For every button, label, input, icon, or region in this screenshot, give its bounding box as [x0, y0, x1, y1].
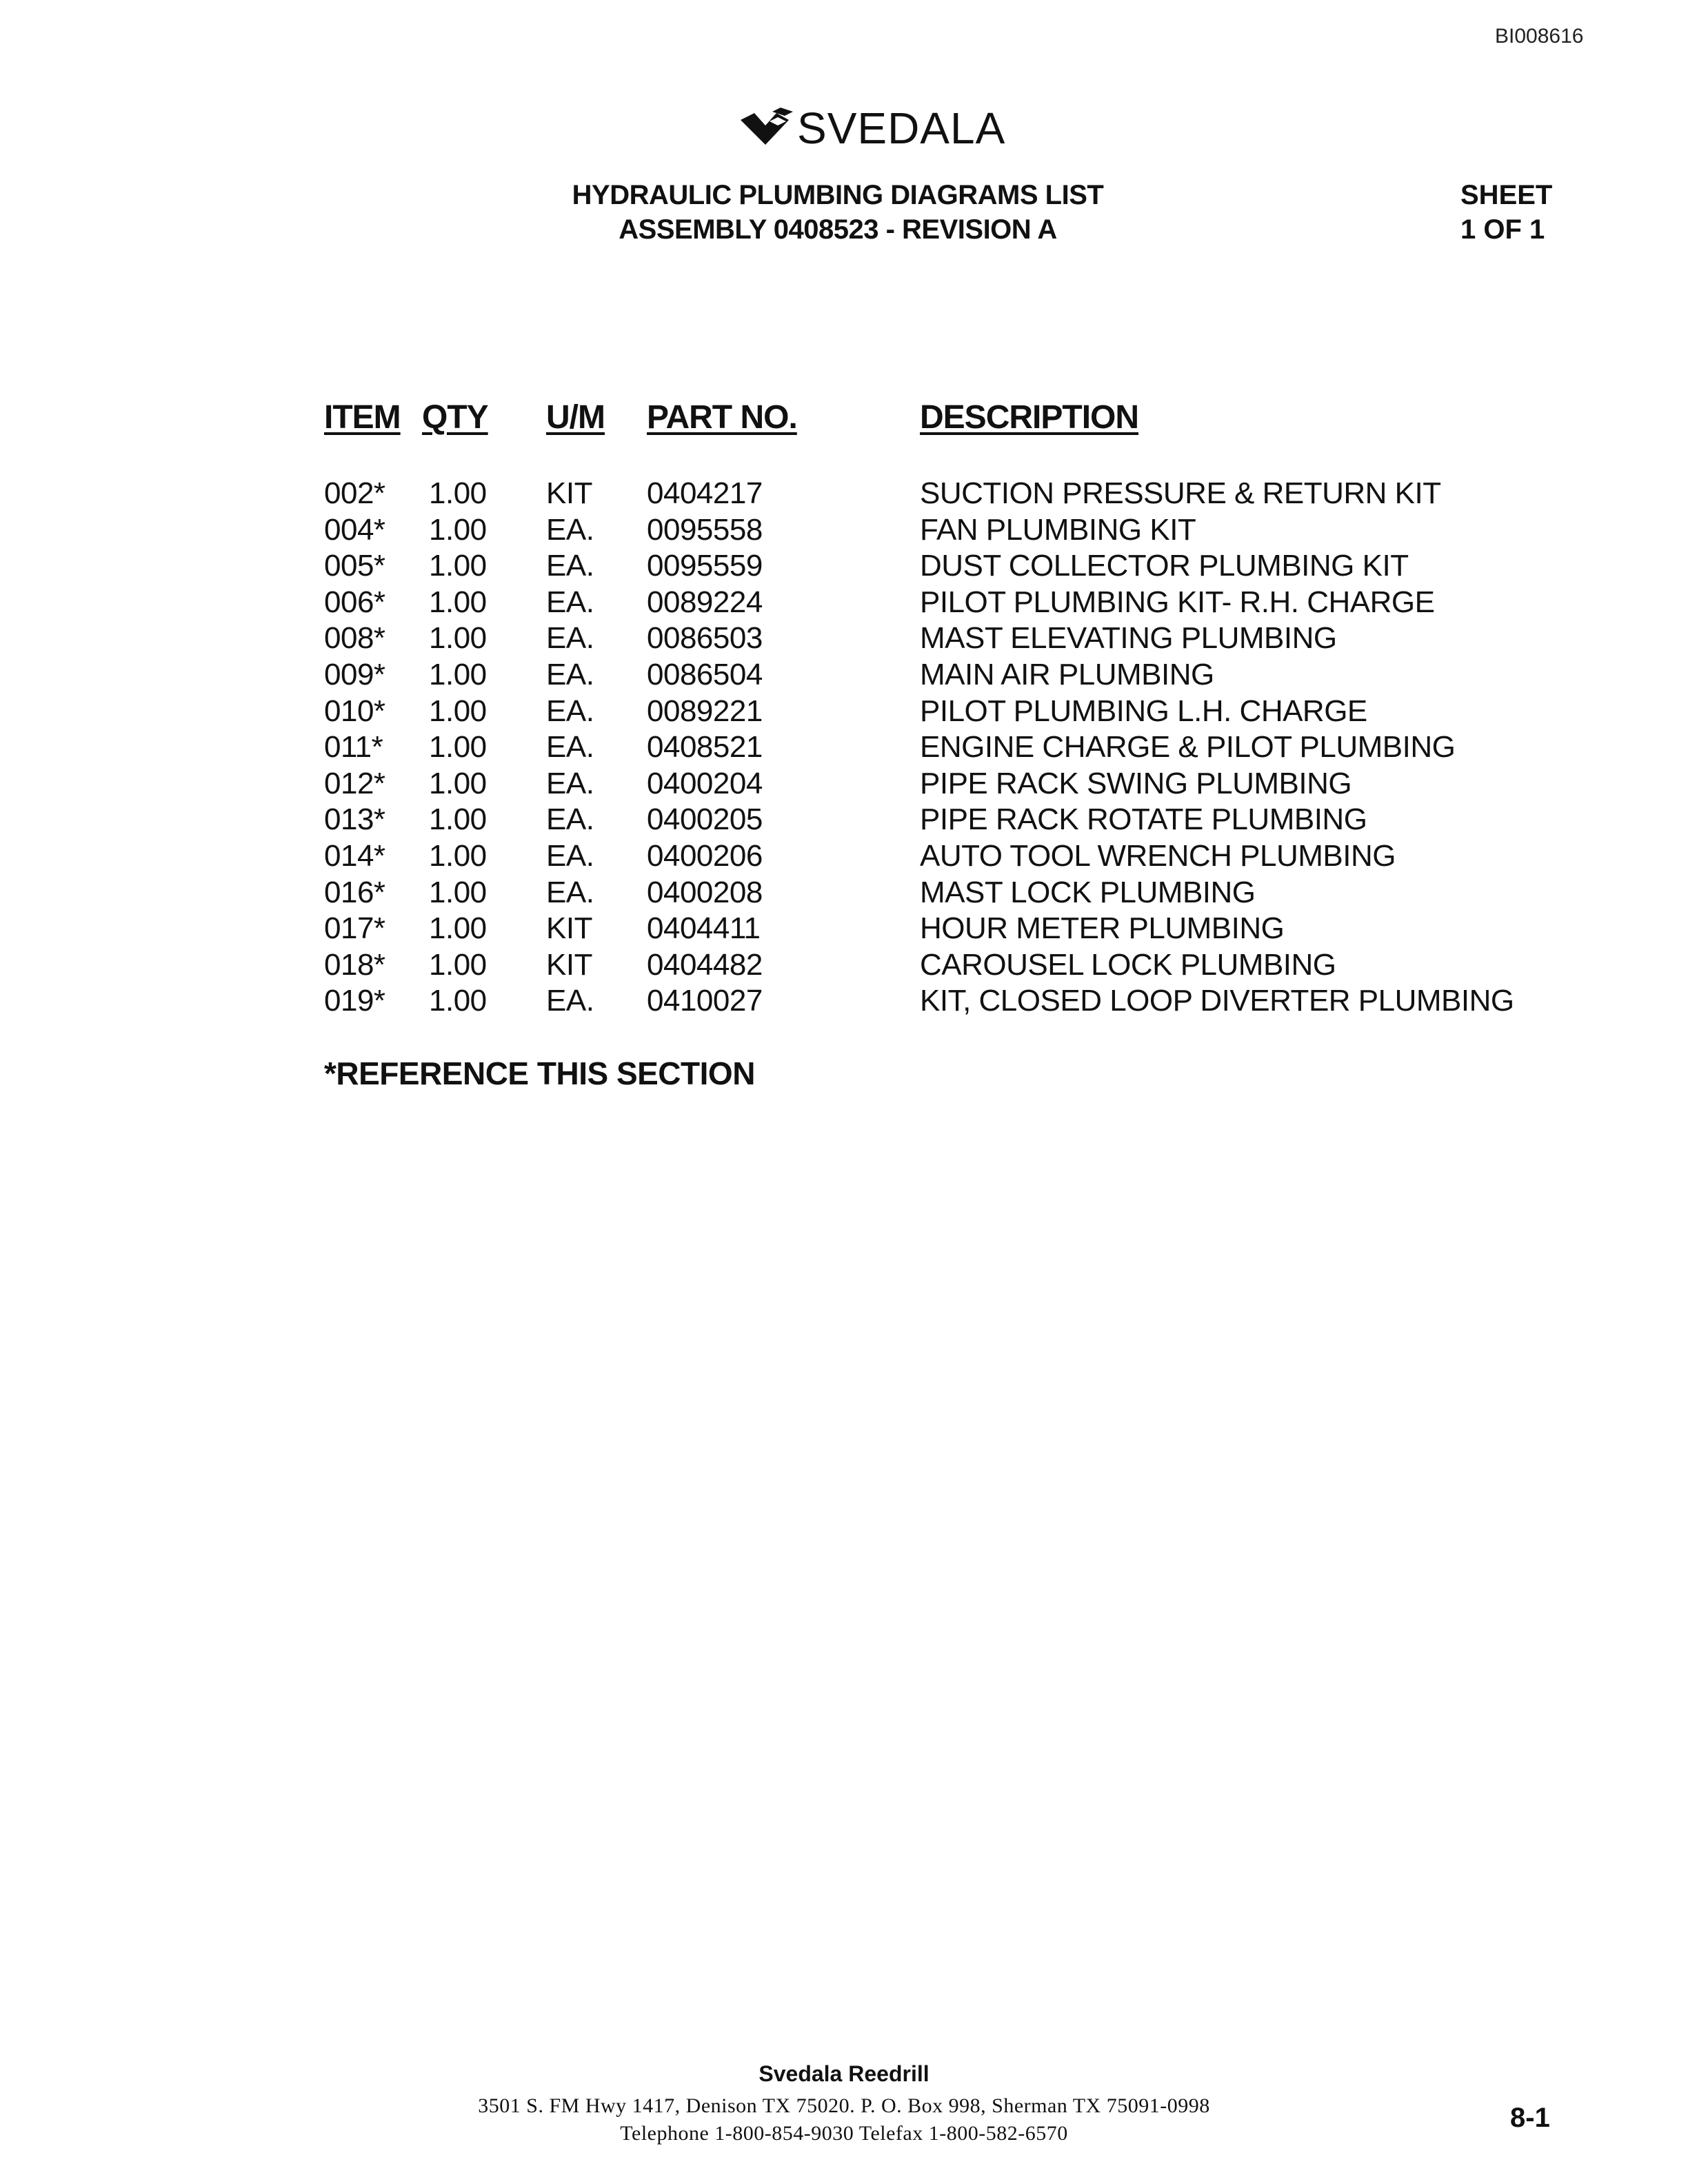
um-cell: EA. — [546, 549, 594, 583]
qty-cell: 1.00 — [429, 947, 487, 982]
item-cell: 013* — [324, 802, 385, 837]
qty-cell: 1.00 — [429, 585, 487, 619]
column-header-part-no: PART NO. — [647, 399, 797, 436]
qty-cell: 1.00 — [429, 911, 487, 946]
table-row — [0, 947, 1688, 984]
item-cell: 012* — [324, 766, 385, 800]
svedala-logo-icon — [738, 108, 794, 149]
table-row — [0, 476, 1688, 512]
description-cell: PILOT PLUMBING L.H. CHARGE — [920, 694, 1367, 728]
qty-cell: 1.00 — [429, 984, 487, 1018]
item-cell: 014* — [324, 838, 385, 873]
part-number-cell: 0404411 — [647, 911, 761, 946]
footer-company: Svedala Reedrill — [758, 2061, 930, 2086]
description-cell: SUCTION PRESSURE & RETURN KIT — [920, 476, 1441, 510]
table-row — [0, 983, 1688, 1020]
qty-cell: 1.00 — [429, 766, 487, 800]
part-number-cell: 0089221 — [647, 694, 763, 728]
item-cell: 009* — [324, 657, 385, 691]
description-cell: AUTO TOOL WRENCH PLUMBING — [920, 838, 1396, 873]
table-row — [0, 802, 1688, 838]
table-row — [0, 657, 1688, 694]
page-number: 8-1 — [1510, 2103, 1550, 2133]
sheet-indicator — [1460, 178, 1552, 247]
qty-cell: 1.00 — [429, 838, 487, 873]
um-cell: KIT — [546, 911, 592, 946]
column-header-qty: QTY — [422, 399, 488, 436]
qty-cell: 1.00 — [429, 730, 487, 765]
table-row — [0, 694, 1688, 730]
part-number-cell: 0400205 — [647, 802, 763, 837]
description-cell: ENGINE CHARGE & PILOT PLUMBING — [920, 730, 1456, 765]
um-cell: KIT — [546, 947, 592, 982]
um-cell: EA. — [546, 730, 594, 765]
part-number-cell: 0095558 — [647, 512, 763, 547]
um-cell: EA. — [546, 802, 594, 837]
um-cell: KIT — [546, 476, 592, 510]
um-cell: EA. — [546, 512, 594, 547]
description-cell: DUST COLLECTOR PLUMBING KIT — [920, 549, 1409, 583]
um-cell: EA. — [546, 838, 594, 873]
description-cell: PIPE RACK SWING PLUMBING — [920, 766, 1352, 800]
description-cell: CAROUSEL LOCK PLUMBING — [920, 947, 1336, 982]
part-number-cell: 0400204 — [647, 766, 763, 800]
item-cell: 010* — [324, 694, 385, 728]
item-cell: 006* — [324, 585, 385, 619]
part-number-cell: 0408521 — [647, 730, 763, 765]
table-row — [0, 620, 1688, 657]
qty-cell: 1.00 — [429, 549, 487, 583]
title-line-2: ASSEMBLY 0408523 - REVISION A — [619, 214, 1057, 245]
column-header-description: DESCRIPTION — [920, 399, 1139, 436]
item-cell: 004* — [324, 512, 385, 547]
item-cell: 017* — [324, 911, 385, 946]
part-number-cell: 0404482 — [647, 947, 763, 982]
qty-cell: 1.00 — [429, 512, 487, 547]
sheet-count: 1 OF 1 — [1460, 214, 1545, 245]
company-logo — [738, 103, 1005, 153]
um-cell: EA. — [546, 585, 594, 619]
table-row — [0, 512, 1688, 549]
um-cell: EA. — [546, 694, 594, 728]
document-id: BI008616 — [1495, 25, 1584, 48]
item-cell: 008* — [324, 621, 385, 656]
document-title — [483, 178, 1193, 247]
part-number-cell: 0400208 — [647, 875, 763, 909]
sheet-label: SHEET — [1460, 180, 1553, 210]
qty-cell: 1.00 — [429, 476, 487, 510]
column-header-um: U/M — [546, 399, 605, 436]
qty-cell: 1.00 — [429, 657, 487, 691]
qty-cell: 1.00 — [429, 802, 487, 837]
description-cell: FAN PLUMBING KIT — [920, 512, 1196, 547]
table-row — [0, 766, 1688, 802]
table-row — [0, 585, 1688, 621]
um-cell: EA. — [546, 657, 594, 691]
item-cell: 019* — [324, 984, 385, 1018]
description-cell: MAIN AIR PLUMBING — [920, 657, 1214, 691]
footer-phone: Telephone 1-800-854-9030 Telefax 1-800-582-6570 — [620, 2122, 1068, 2145]
description-cell: PIPE RACK ROTATE PLUMBING — [920, 802, 1367, 837]
item-cell: 005* — [324, 549, 385, 583]
reference-note: *REFERENCE THIS SECTION — [324, 1055, 755, 1091]
part-number-cell: 0086503 — [647, 621, 763, 656]
footer-address: 3501 S. FM Hwy 1417, Denison TX 75020. P. O. Box 998, Sherman TX 75091-0998 — [478, 2094, 1210, 2117]
qty-cell: 1.00 — [429, 621, 487, 656]
qty-cell: 1.00 — [429, 694, 487, 728]
description-cell: KIT, CLOSED LOOP DIVERTER PLUMBING — [920, 984, 1514, 1018]
part-number-cell: 0410027 — [647, 984, 763, 1018]
table-row — [0, 729, 1688, 766]
logo-text: SVEDALA — [797, 103, 1006, 153]
item-cell: 011* — [324, 730, 383, 765]
um-cell: EA. — [546, 766, 594, 800]
description-cell: PILOT PLUMBING KIT- R.H. CHARGE — [920, 585, 1435, 619]
um-cell: EA. — [546, 875, 594, 909]
part-number-cell: 0086504 — [647, 657, 763, 691]
part-number-cell: 0095559 — [647, 549, 763, 583]
um-cell: EA. — [546, 621, 594, 656]
item-cell: 016* — [324, 875, 385, 909]
table-row — [0, 548, 1688, 585]
description-cell: HOUR METER PLUMBING — [920, 911, 1285, 946]
description-cell: MAST ELEVATING PLUMBING — [920, 621, 1337, 656]
item-cell: 018* — [324, 947, 385, 982]
table-row — [0, 838, 1688, 875]
title-line-1: HYDRAULIC PLUMBING DIAGRAMS LIST — [572, 180, 1104, 210]
parts-table — [0, 476, 1688, 1020]
part-number-cell: 0404217 — [647, 476, 763, 510]
part-number-cell: 0089224 — [647, 585, 763, 619]
table-row — [0, 911, 1688, 947]
part-number-cell: 0400206 — [647, 838, 763, 873]
item-cell: 002* — [324, 476, 385, 510]
description-cell: MAST LOCK PLUMBING — [920, 875, 1256, 909]
um-cell: EA. — [546, 984, 594, 1018]
qty-cell: 1.00 — [429, 875, 487, 909]
column-header-item: ITEM — [324, 399, 401, 436]
table-row — [0, 875, 1688, 911]
